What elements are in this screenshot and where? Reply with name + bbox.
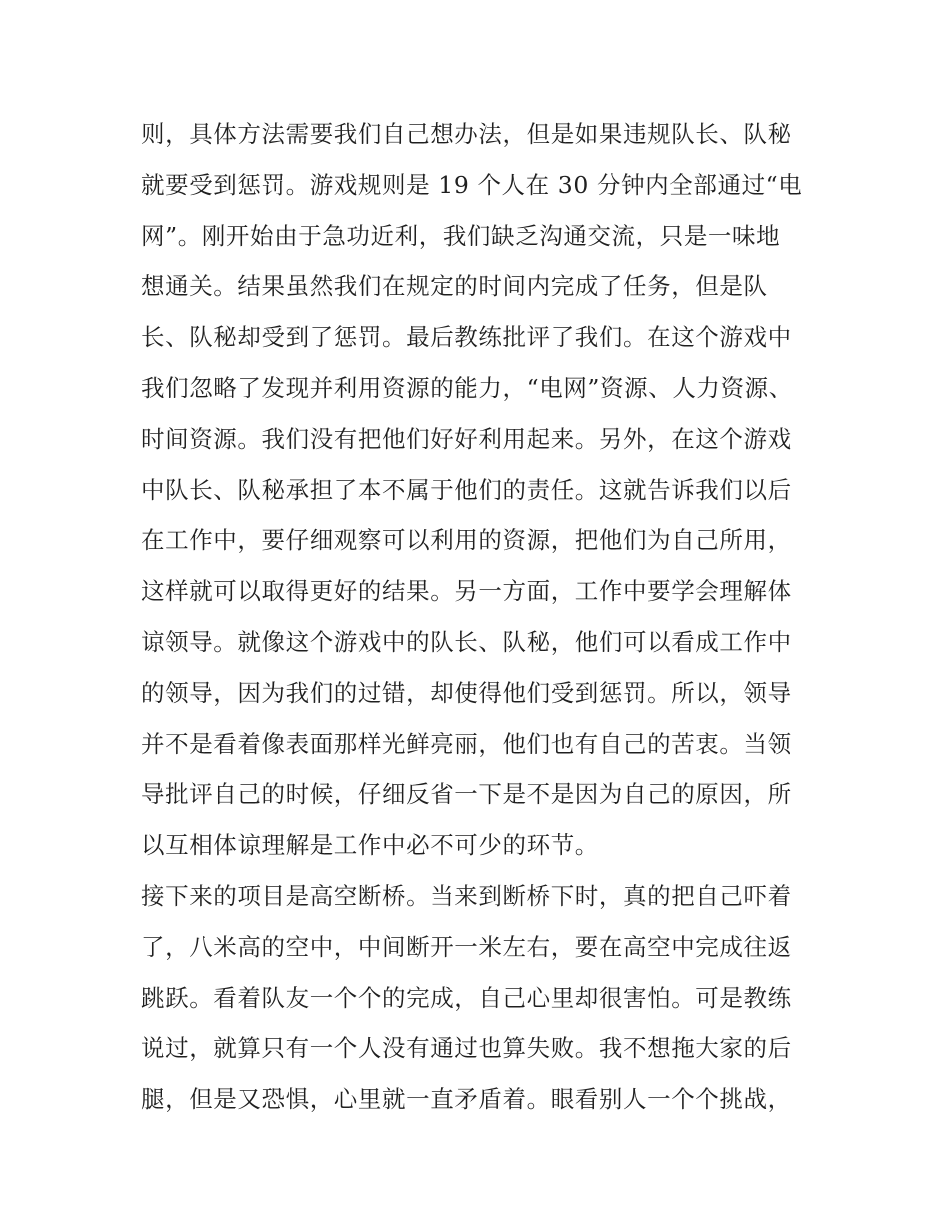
text-line: 跳跃。看着队友一个个的完成，自己心里却很害怕。可是教练: [141, 983, 792, 1012]
text-line: 则，具体方法需要我们自己想办法，但是如果违规队长、队秘: [141, 120, 792, 148]
text-line: 接下来的项目是高空断桥。当来到断桥下时，真的把自己吓着: [141, 881, 792, 910]
text-line: 谅领导。就像这个游戏中的队长、队秘，他们可以看成工作中: [141, 627, 792, 656]
text-line: 就要受到惩罚。游戏规则是 19 个人在 30 分钟内全部通过“电: [141, 170, 803, 199]
text-line: 并不是看着像表面那样光鲜亮丽，他们也有自己的苦衷。当领: [141, 729, 792, 758]
text-line: 中队长、队秘承担了本不属于他们的责任。这就告诉我们以后: [141, 475, 792, 504]
text-line: 时间资源。我们没有把他们好好利用起来。另外，在这个游戏: [141, 424, 792, 453]
text-line: 说过，就算只有一个人没有通过也算失败。我不想拖大家的后: [141, 1034, 792, 1063]
text-line: 导批评自己的时候，仔细反省一下是不是因为自己的原因，所: [141, 780, 792, 809]
body-text: [141, 109, 821, 1125]
text-line: 想通关。结果虽然我们在规定的时间内完成了任务，但是队: [141, 272, 768, 301]
text-line: 了，八米高的空中，中间断开一米左右，要在高空中完成往返: [141, 932, 792, 961]
text-line: 在工作中，要仔细观察可以利用的资源，把他们为自己所用，: [141, 526, 792, 555]
text-line: 的领导，因为我们的过错，却使得他们受到惩罚。所以，领导: [141, 678, 792, 707]
text-line: 长、队秘却受到了惩罚。最后教练批评了我们。在这个游戏中: [141, 323, 792, 352]
text-line: 这样就可以取得更好的结果。另一方面，工作中要学会理解体: [141, 577, 792, 606]
text-line: 网”。刚开始由于急功近利，我们缺乏沟通交流，只是一味地: [141, 221, 781, 250]
text-line: 以互相体谅理解是工作中必不可少的环节。: [141, 831, 599, 860]
text-line: 我们忽略了发现并利用资源的能力，“电网”资源、人力资源、: [141, 373, 793, 402]
text-line: 腿，但是又恐惧，心里就一直矛盾着。眼看别人一个个挑战，: [141, 1085, 792, 1114]
